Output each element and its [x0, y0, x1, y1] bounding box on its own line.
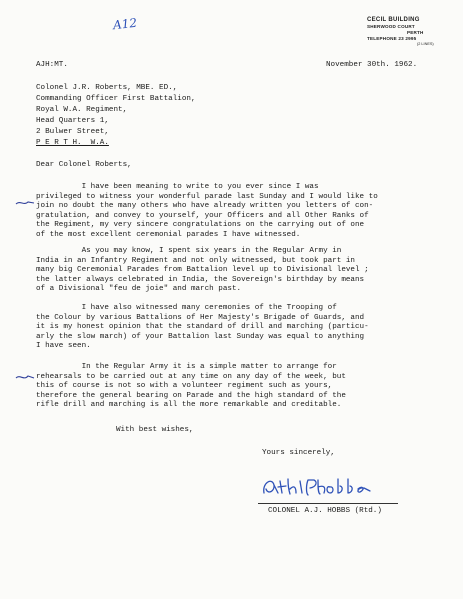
paragraph-line: many big Ceremonial Parades from Battalion level up to Divisional level ;: [36, 266, 369, 275]
paragraph-line: I have seen.: [36, 342, 91, 351]
handwritten-signature: [258, 471, 403, 501]
paragraph-3: [36, 304, 446, 352]
paragraph-line: I have also witnessed many ceremonies of the Trooping of: [36, 304, 337, 312]
paragraph-line: of a Divisional "feu de joie" and march past.: [36, 285, 242, 294]
recipient-line: Head Quarters 1,: [36, 117, 109, 125]
margin-tick-mark: [14, 373, 36, 383]
letterhead: [367, 16, 452, 47]
paragraph-line: As you may know, I spent six years in the Regular Army in: [36, 247, 342, 255]
paragraph-line: rehearsals to be carried out at any time on any day of the week, but: [36, 372, 346, 381]
letterhead-city: PERTH: [407, 30, 424, 35]
closing-wish: With best wishes,: [116, 426, 194, 434]
paragraph-line: I have been meaning to write to you ever since I was: [36, 183, 319, 191]
handwritten-reference-note: A12: [112, 15, 138, 33]
paragraph-line: privileged to witness your wonderful parade last Sunday and I would like to: [36, 192, 378, 201]
signature-line: [258, 503, 398, 504]
sign-off: Yours sincerely,: [262, 449, 335, 457]
recipient-line: Commanding Officer First Battalion,: [36, 95, 196, 103]
paragraph-line: therefore the general bearing on Parade and the high standard of the: [36, 391, 346, 400]
salutation: Dear Colonel Roberts,: [36, 161, 132, 169]
paragraph-line: of the most excellent ceremonial parades I have witnessed.: [36, 230, 301, 239]
paragraph-line: arly the slow march) of your Battalion last Sunday was equal to anything: [36, 332, 365, 341]
paragraph-line: In the Regular Army it is a simple matter to arrange for: [36, 363, 337, 371]
paragraph-1: [36, 183, 446, 241]
paragraph-4: [36, 363, 446, 411]
letter-date: November 30th. 1962.: [326, 61, 418, 69]
paragraph-line: gratulation, and convey to yourself, your Officers and all Other Ranks of: [36, 211, 369, 220]
margin-tick-mark: [14, 198, 36, 208]
paragraph-line: join no doubt the many others who have already written you letters of con-: [36, 202, 374, 211]
paragraph-line: the latter always celebrated in India, the Sovereign's birthday by means: [36, 275, 365, 284]
paragraph-line: India in an Infantry Regiment and not only witnessed, but took part in: [36, 256, 355, 265]
letterhead-telephone-lines: (2 LINES): [417, 42, 434, 46]
paragraph-2: [36, 247, 446, 295]
signatory-name: COLONEL A.J. HOBBS (Rtd.): [268, 507, 382, 515]
paragraph-line: the Colour by various Battalions of Her Majesty's Brigade of Guards, and: [36, 313, 365, 322]
recipient-line: 2 Bulwer Street,: [36, 128, 109, 136]
paragraph-line: this of course is not so with a volunteer regiment such as yours,: [36, 382, 333, 391]
recipient-line: Royal W.A. Regiment,: [36, 106, 128, 114]
recipient-city: P E R T H. W.A.: [36, 139, 109, 147]
letterhead-building-name: CECIL BUILDING: [367, 17, 420, 23]
paragraph-line: rifle drill and marching is all the more remarkable and creditable.: [36, 401, 342, 410]
paragraph-line: it is my honest opinion that the standard of drill and marching (particu-: [36, 323, 369, 332]
paragraph-line: the Regiment, my very sincere congratulations on the carrying out of one: [36, 221, 365, 230]
reference-code: AJH:MT.: [36, 61, 68, 69]
letterhead-court: SHERWOOD COURT: [367, 24, 415, 29]
recipient-line: Colonel J.R. Roberts, MBE. ED.,: [36, 84, 178, 92]
letterhead-telephone: TELEPHONE 23 2995: [367, 36, 417, 41]
